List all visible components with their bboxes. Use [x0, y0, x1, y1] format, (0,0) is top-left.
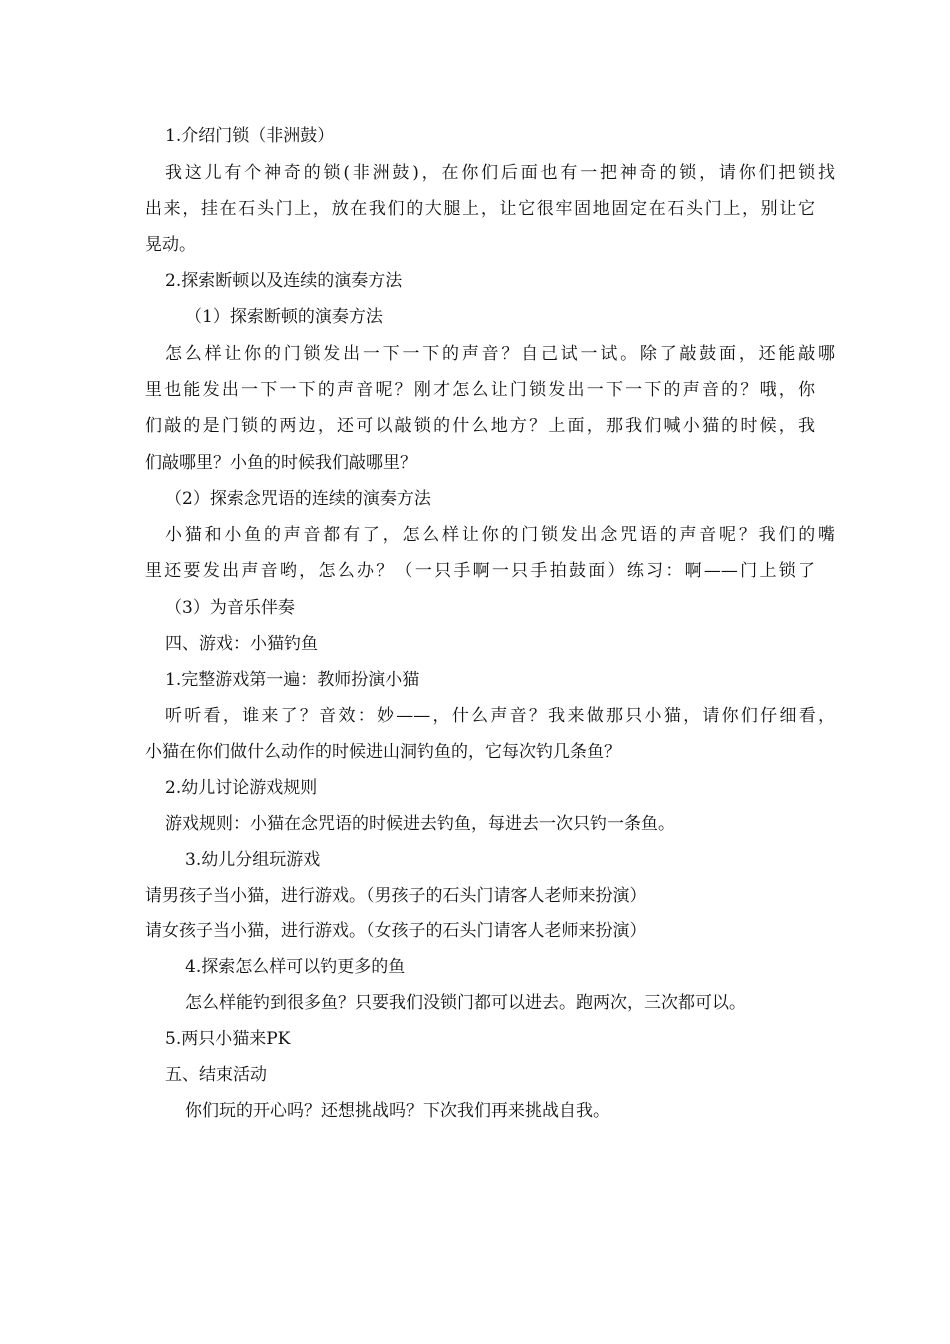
- section-heading: 1.介绍门锁（非洲鼓）: [165, 126, 335, 146]
- section-heading: 2.幼儿讨论游戏规则: [165, 778, 318, 798]
- paragraph-line: 们敲的是门锁的两边，还可以敲锁的什么地方？上面，那我们喊小猫的时候，我: [145, 416, 815, 436]
- paragraph-line: 怎么样能钓到很多鱼？只要我们没锁门都可以进去。跑两次，三次都可以。: [185, 993, 746, 1013]
- paragraph-line: 小猫在你们做什么动作的时候进山洞钓鱼的，它每次钓几条鱼？: [145, 742, 621, 762]
- subsection-heading: （2）探索念咒语的连续的演奏方法: [165, 489, 431, 509]
- paragraph-line: 小猫和小鱼的声音都有了，怎么样让你的门锁发出念咒语的声音呢？我们的嘴: [165, 525, 835, 545]
- section-heading: 五、结束活动: [165, 1065, 267, 1085]
- paragraph-line: 怎么样让你的门锁发出一下一下的声音？自己试一试。除了敲鼓面，还能敲哪: [165, 344, 835, 364]
- paragraph-line: 里还要发出声音哟，怎么办？（一只手啊一只手拍鼓面）练习：啊——门上锁了: [145, 561, 815, 581]
- subsection-heading: （1）探索断顿的演奏方法: [185, 307, 383, 327]
- section-heading: 4.探索怎么样可以钓更多的鱼: [185, 957, 406, 977]
- paragraph-line: 我这儿有个神奇的锁(非洲鼓)，在你们后面也有一把神奇的锁，请你们把锁找: [165, 163, 835, 183]
- section-heading: 1.完整游戏第一遍：教师扮演小猫: [165, 670, 420, 690]
- section-heading: 3.幼儿分组玩游戏: [185, 850, 321, 870]
- paragraph-line: 们敲哪里？小鱼的时候我们敲哪里？: [145, 453, 417, 473]
- paragraph-line: 出来，挂在石头门上，放在我们的大腿上，让它很牢固地固定在石头门上，别让它: [145, 199, 815, 219]
- subsection-heading: （3）为音乐伴奏: [165, 598, 295, 618]
- paragraph-line: 里也能发出一下一下的声音呢？刚才怎么让门锁发出一下一下的声音的？哦，你: [145, 380, 815, 400]
- paragraph-line: 你们玩的开心吗？还想挑战吗？下次我们再来挑战自我。: [185, 1101, 610, 1121]
- section-heading: 2.探索断顿以及连续的演奏方法: [165, 271, 403, 291]
- paragraph-line: 听听看，谁来了？音效：妙——，什么声音？我来做那只小猫，请你们仔细看，: [165, 706, 835, 726]
- section-heading: 四、游戏：小猫钓鱼: [165, 634, 318, 654]
- paragraph-line: 游戏规则：小猫在念咒语的时候进去钓鱼，每进去一次只钓一条鱼。: [165, 814, 675, 834]
- paragraph-line: 晃动。: [145, 235, 196, 255]
- section-heading: 5.两只小猫来PK: [165, 1029, 291, 1049]
- paragraph-line: 请女孩子当小猫，进行游戏。（女孩子的石头门请客人老师来扮演）: [145, 921, 647, 941]
- paragraph-line: 请男孩子当小猫，进行游戏。（男孩子的石头门请客人老师来扮演）: [145, 886, 647, 906]
